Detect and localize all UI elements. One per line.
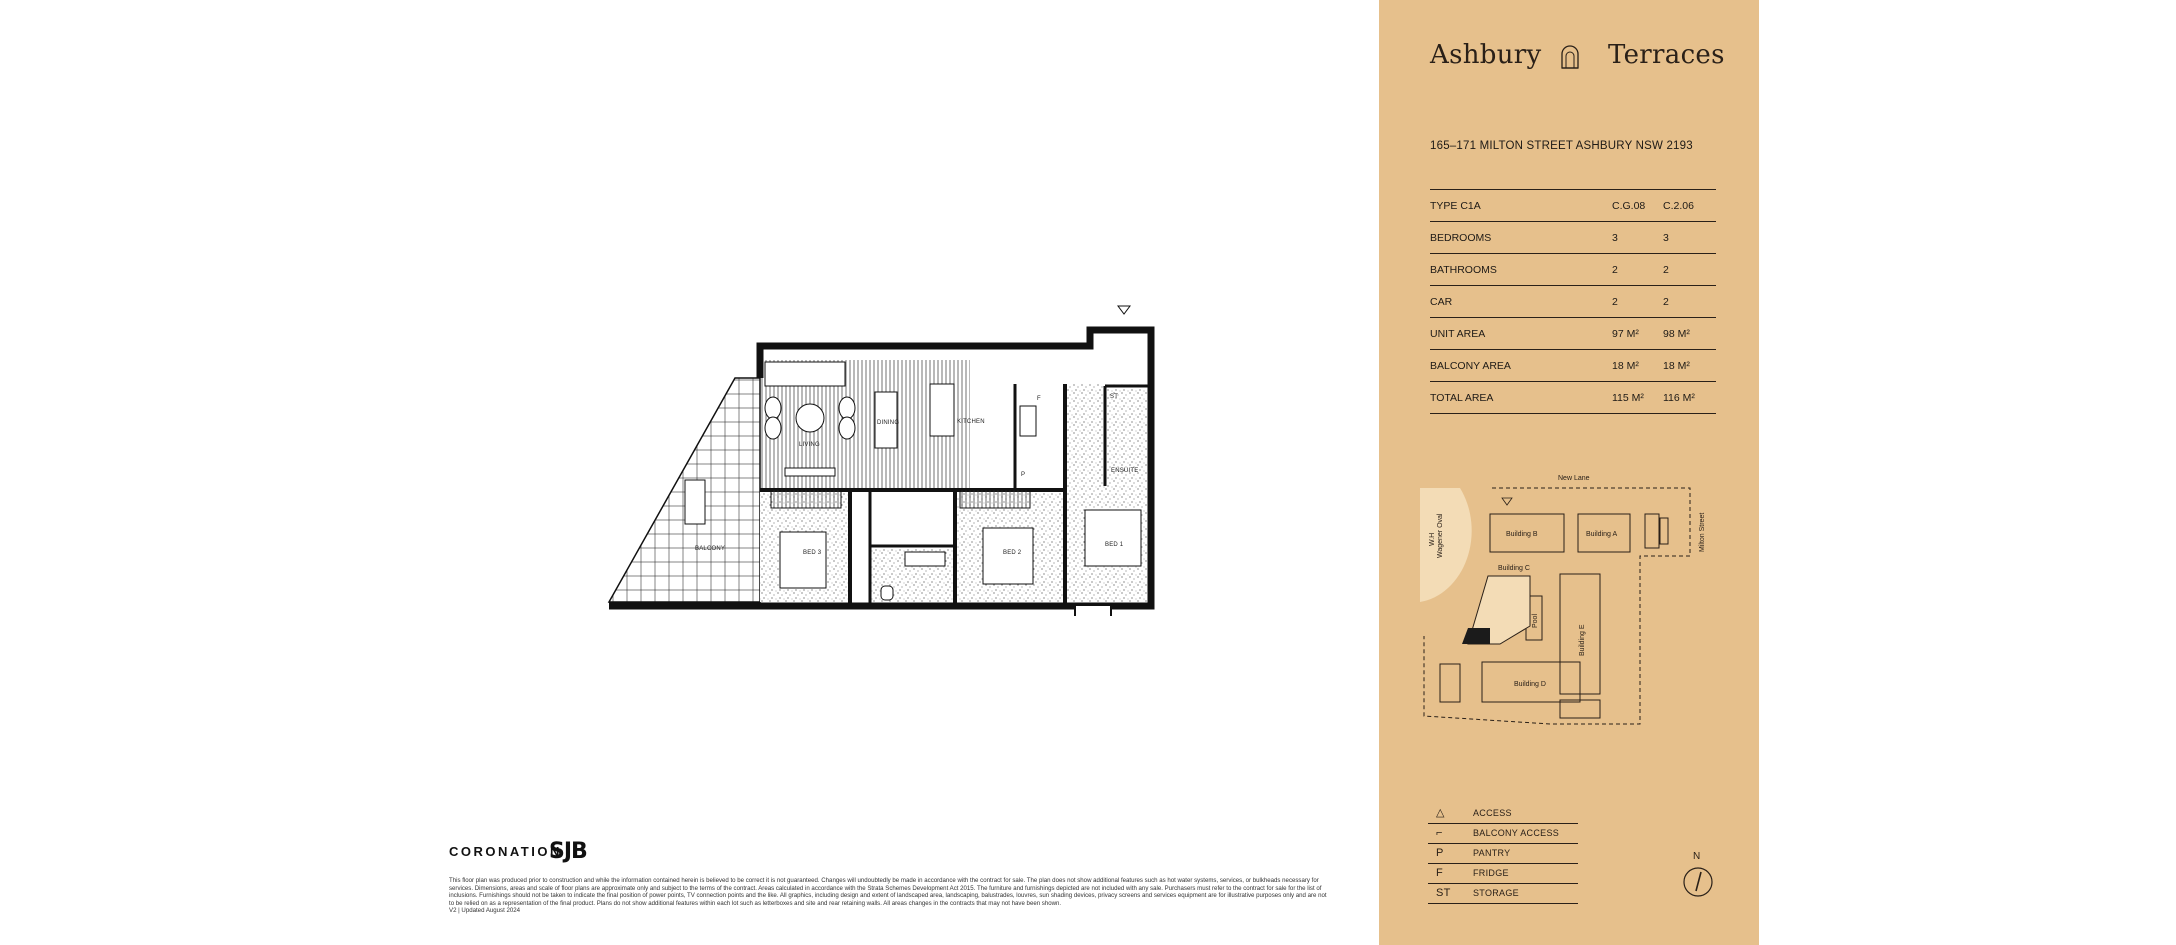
spec-row: [1430, 286, 1716, 318]
developer-logos: [449, 838, 609, 868]
bed1-floor: [1065, 384, 1151, 602]
access-triangle-site: [1502, 498, 1512, 505]
kitchen-label: KITCHEN: [957, 419, 985, 425]
spec-unit1: 115 M²: [1612, 382, 1663, 414]
coffee-table: [796, 404, 824, 432]
balcony-table: [685, 480, 705, 524]
storage-icon: ST: [1436, 887, 1451, 899]
bed1-bed: [1085, 510, 1141, 566]
disclaimer: [449, 877, 1329, 915]
tv-unit: [785, 468, 835, 476]
spec-label: BEDROOMS: [1430, 222, 1612, 254]
spec-label: UNIT AREA: [1430, 318, 1612, 350]
spec-unit1: 3: [1612, 222, 1663, 254]
type-label: TYPE C1A: [1430, 190, 1612, 222]
unit2-header: C.2.06: [1663, 190, 1716, 222]
kitchen-island: [930, 384, 954, 436]
dining-label: DINING: [877, 420, 900, 426]
spec-unit1: 2: [1612, 254, 1663, 286]
arch-icon: [1560, 45, 1580, 69]
site-plan: [1420, 466, 1744, 738]
spec-unit2: 3: [1663, 222, 1716, 254]
spec-row: [1430, 222, 1716, 254]
version-text: V2 | Updated August 2024: [449, 907, 521, 915]
legend: [1428, 804, 1578, 904]
legend-item: [1428, 844, 1578, 864]
bay-window: [1075, 606, 1111, 616]
north-label: N: [1693, 851, 1701, 862]
unit1-header: C.G.08: [1612, 190, 1663, 222]
spec-header-row: [1430, 190, 1716, 222]
pantry-icon: P: [1436, 847, 1444, 859]
wagener-oval-label-1: W.H: [1429, 532, 1436, 546]
bed3-label: BED 3: [803, 550, 822, 556]
vanity: [905, 552, 945, 566]
spec-row: [1430, 254, 1716, 286]
wardrobe-bed2: [960, 490, 1030, 508]
entry-access-triangle: [1118, 306, 1130, 314]
cooktop: [1020, 406, 1036, 436]
legend-item: [1428, 884, 1578, 904]
legend-item: [1428, 824, 1578, 844]
brand-name-right: Terraces: [1608, 40, 1725, 70]
storage-label: ST: [1110, 394, 1119, 400]
bed1-label: BED 1: [1105, 542, 1124, 548]
balcony-label: BALCONY: [695, 546, 726, 552]
building-e-label: Building E: [1579, 624, 1586, 656]
fridge-label: F: [1037, 396, 1041, 402]
coronation-logo: CORONATION: [449, 844, 562, 859]
spec-label: CAR: [1430, 286, 1612, 318]
spec-unit2: 116 M²: [1663, 382, 1716, 414]
brand-name-left: Ashbury: [1430, 40, 1542, 70]
legend-label: STORAGE: [1473, 888, 1519, 898]
new-lane-label: New Lane: [1558, 475, 1590, 482]
wardrobe-bed3: [771, 490, 841, 508]
toilet: [881, 586, 893, 600]
spec-row: [1430, 350, 1716, 382]
building-d-label: Building D: [1514, 681, 1546, 688]
sjb-logo: SJB: [549, 839, 587, 864]
info-panel: [1379, 0, 1759, 945]
spec-unit2: 18 M²: [1663, 350, 1716, 382]
spec-table: [1430, 189, 1716, 414]
legend-item: [1428, 864, 1578, 884]
spec-unit1: 2: [1612, 286, 1663, 318]
building-a-label: Building A: [1586, 531, 1618, 538]
floor-plan: [585, 296, 1169, 616]
legend-item: [1428, 804, 1578, 824]
bed2-bed: [983, 528, 1033, 584]
spec-unit1: 97 M²: [1612, 318, 1663, 350]
spec-row: [1430, 382, 1716, 414]
highlighted-unit: [1462, 628, 1490, 644]
building-b-label: Building B: [1506, 531, 1538, 538]
spec-unit2: 2: [1663, 254, 1716, 286]
living-label: LIVING: [799, 442, 820, 448]
spec-unit2: 98 M²: [1663, 318, 1716, 350]
access-triangle-icon: △: [1436, 807, 1445, 819]
sofa: [765, 362, 845, 386]
legend-label: PANTRY: [1473, 848, 1511, 858]
balcony-access-icon: ⌐: [1436, 827, 1443, 839]
wagener-oval-label-2: Wagener Oval: [1437, 513, 1444, 558]
bed3-bed: [780, 532, 826, 588]
disclaimer-text: This floor plan was produced prior to construction and while the information contained herein is believed to be correct it is not guaranteed. Changes will undoubtedly be made in accordance with the contract for sale. The plan does not show additional features such as hot water systems, services, or bulkheads necessary for services. Dimensions, areas and scale of floor plans are approximate only and subject to the terms of the contract. Areas calculated in accordance with the Strata Schemes Development Act 2015. The furniture and furnishings depicted are not included with any sale. Purchasers must refer to the contract for sale for the list of inclusions. Furnishings should not be taken to indicate the final position of power points, TV connection points and the like. All graphics, including design and extent of landscaped area, landscaping, balustrades, louvres, sun shading devices, privacy screens and services equipment are for illustrative purposes only and are not to be relied on as a representation of the final product. Plans do not show additional features within each lot such as letterboxes and site and rear retaining walls. All areas changes in the contracts that may not have been shown.: [449, 877, 1327, 907]
legend-label: FRIDGE: [1473, 868, 1509, 878]
north-compass: [1681, 851, 1717, 903]
pantry-label: P: [1021, 472, 1026, 478]
spec-label: BATHROOMS: [1430, 254, 1612, 286]
spec-label: BALCONY AREA: [1430, 350, 1612, 382]
brand-logo: [1430, 36, 1730, 76]
wagener-oval: [1420, 488, 1472, 602]
bed2-label: BED 2: [1003, 550, 1022, 556]
address: 165–171 MILTON STREET ASHBURY NSW 2193: [1430, 140, 1693, 152]
pool-label: Pool: [1532, 613, 1539, 628]
milton-street-label: Milton Street: [1699, 512, 1706, 552]
legend-label: BALCONY ACCESS: [1473, 828, 1560, 838]
ensuite-label: ENSUITE: [1111, 468, 1139, 474]
spec-label: TOTAL AREA: [1430, 382, 1612, 414]
legend-label: ACCESS: [1473, 808, 1512, 818]
fridge-icon: F: [1436, 867, 1444, 879]
spec-unit1: 18 M²: [1612, 350, 1663, 382]
compass-icon: [1681, 865, 1715, 899]
spec-row: [1430, 318, 1716, 350]
building-c-label: Building C: [1498, 565, 1530, 572]
spec-unit2: 2: [1663, 286, 1716, 318]
